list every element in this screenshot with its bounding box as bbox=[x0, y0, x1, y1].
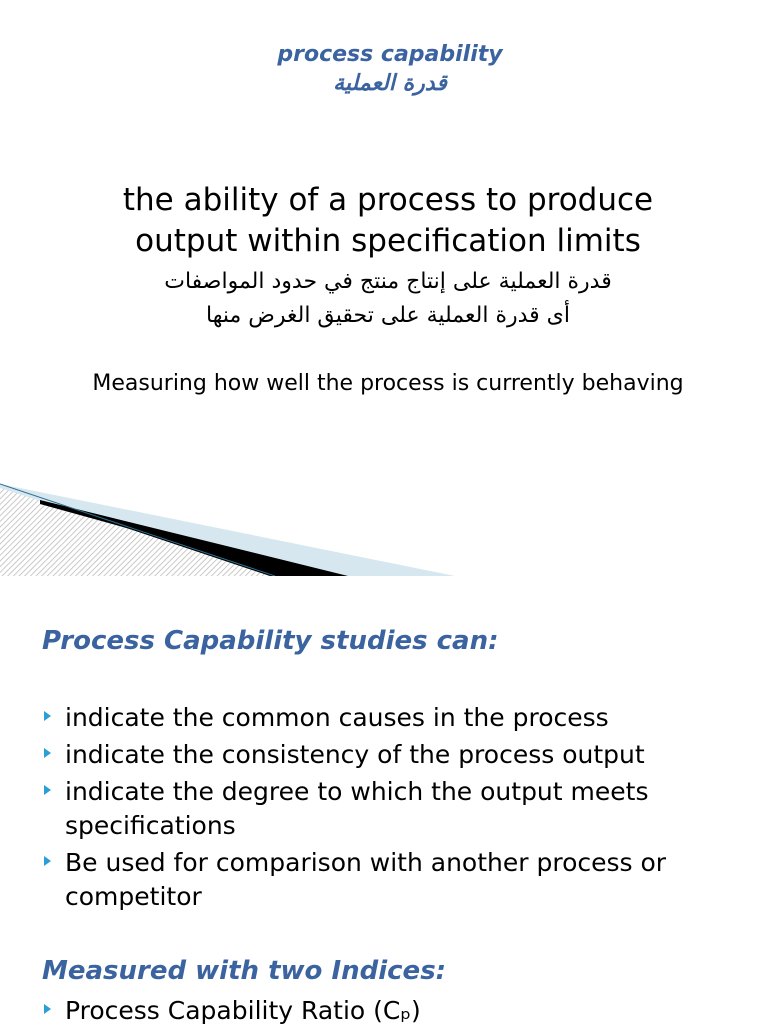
capability-studies-heading: Process Capability studies can: bbox=[42, 626, 499, 656]
definition-arabic-line-1: قدرة العملية على إنتاج منتج في حدود المواصفات bbox=[164, 269, 612, 294]
list-item-text: indicate the consistency of the process output bbox=[65, 740, 645, 769]
list-item bbox=[42, 775, 742, 843]
list-item bbox=[42, 738, 742, 772]
bullet-arrow-icon bbox=[44, 748, 51, 758]
slide-2 bbox=[0, 576, 768, 1024]
slide-title-arabic: قدرة العملية bbox=[333, 71, 447, 96]
capability-studies-list bbox=[42, 701, 742, 917]
list-item-text: Be used for comparison with another process or competitor bbox=[65, 848, 667, 911]
definition-arabic bbox=[80, 265, 696, 333]
bullet-arrow-icon bbox=[44, 856, 51, 866]
decorative-wedge bbox=[0, 470, 768, 576]
bullet-arrow-icon bbox=[44, 711, 51, 721]
list-item-text: Process Capability Ratio (Cₚ) bbox=[65, 996, 421, 1024]
bullet-arrow-icon bbox=[44, 785, 51, 795]
slide-title-english: process capability bbox=[277, 42, 503, 67]
list-item bbox=[42, 846, 742, 914]
list-item bbox=[42, 701, 742, 735]
list-item-text: indicate the degree to which the output meets specifications bbox=[65, 777, 649, 840]
indices-list bbox=[42, 994, 742, 1024]
indices-heading: Measured with two Indices: bbox=[42, 956, 447, 986]
list-item-text: indicate the common causes in the process bbox=[65, 703, 609, 732]
list-item bbox=[42, 994, 742, 1024]
measuring-statement: Measuring how well the process is currently behaving bbox=[92, 371, 684, 396]
definition-arabic-line-2: أى قدرة العملية على تحقيق الغرض منها bbox=[206, 303, 570, 328]
bullet-arrow-icon bbox=[44, 1004, 51, 1014]
definition-english: the ability of a process to produce output within specification limits bbox=[122, 182, 654, 259]
